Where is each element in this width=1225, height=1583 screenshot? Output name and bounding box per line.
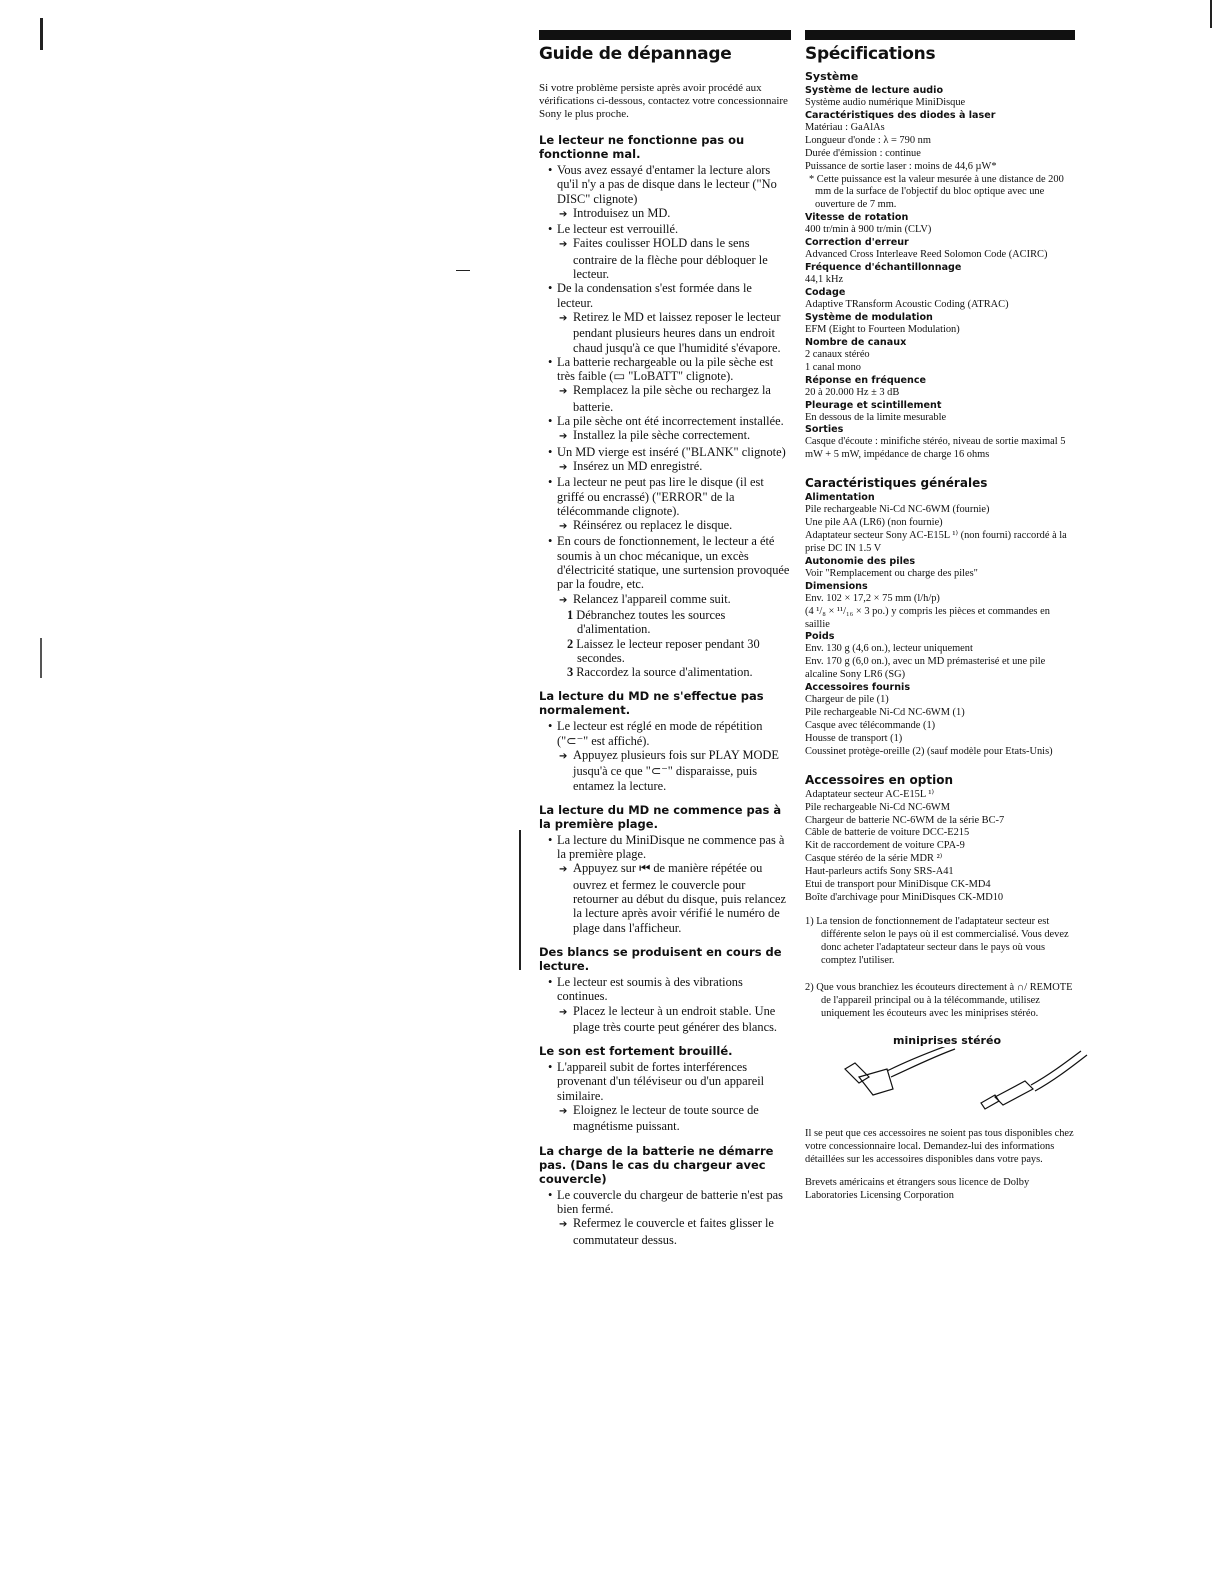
spec-value: Casque avec télécommande (1) xyxy=(805,720,936,731)
problem-remedy xyxy=(539,236,791,281)
availability-note: Il se peut que ces accessoires ne soient pas tous disponibles chez votre concessionnaire local. Demandez-lui des informations détaillées sur les accessoires disponibles dans votre pays. xyxy=(805,1127,1074,1165)
arrow-icon: ➔ xyxy=(559,461,568,473)
spec-label: Alimentation xyxy=(805,492,875,504)
spec-value: Durée d'émission : continue xyxy=(805,147,921,159)
problem-cause: • La lecture du MiniDisque ne commence pas à la première plage. xyxy=(539,833,791,862)
problem-cause: • La lecteur ne peut pas lire le disque (il est griffé ou encrassé) ("ERROR" de la télécommande clignote). xyxy=(539,475,791,518)
problem-remedy xyxy=(539,310,791,355)
scan-mark xyxy=(40,638,42,678)
arrow-icon: ➔ xyxy=(559,521,568,533)
step-number: 3 xyxy=(567,665,577,680)
spec-value: Casque d'écoute : minifiche stéréo, niveau de sortie maximal 5 mW + 5 mW, impédance de charge 16 ohms xyxy=(805,436,1066,461)
systeme-heading: Système xyxy=(805,70,859,83)
problem-heading: La charge de la batterie ne démarre pas. (Dans le cas du chargeur avec couvercle) xyxy=(539,1143,774,1186)
problem-remedy xyxy=(539,1216,791,1247)
general-heading: Caractéristiques générales xyxy=(805,476,988,491)
problem-cause: • De la condensation s'est formée dans le lecteur. xyxy=(539,281,791,310)
problem-remedy xyxy=(539,1103,791,1134)
problem-heading: La lecture du MD ne commence pas à la première plage. xyxy=(539,802,782,831)
spec-label: Codage xyxy=(805,286,846,298)
spec-value: 1 canal mono xyxy=(805,361,861,373)
problem-remedy xyxy=(539,1004,791,1035)
problem-cause: • Le lecteur est réglé en mode de répétition ("⊂⁻" est affiché). xyxy=(539,719,791,748)
option-item: Kit de raccordement de voiture CPA-9 xyxy=(805,840,965,852)
spec-value: Pile rechargeable Ni-Cd NC-6WM (1) xyxy=(805,707,965,719)
specifications-column xyxy=(805,30,1075,1202)
arrow-icon: ➔ xyxy=(559,594,568,606)
scan-mark xyxy=(519,830,521,970)
remedy-text: Réinsérez ou replacez le disque. xyxy=(573,518,733,533)
problem-remedy xyxy=(539,383,791,414)
problem-remedy xyxy=(539,592,791,608)
spec-value: En dessous de la limite mesurable xyxy=(805,411,947,423)
option-item: Câble de batterie de voiture DCC-E215 xyxy=(805,827,970,839)
reset-step xyxy=(539,637,791,666)
step-text: Raccordez la source d'alimentation. xyxy=(576,665,753,680)
scan-mark xyxy=(1210,0,1212,28)
troubleshooting-intro: Si votre problème persiste après avoir procédé aux vérifications ci-dessous, contactez votre concessionnaire Sony le plus proche. xyxy=(539,82,788,120)
step-number: 2 xyxy=(567,636,577,651)
remedy-text: Introduisez un MD. xyxy=(573,205,671,220)
scan-mark xyxy=(40,18,43,50)
spec-label: Pleurage et scintillement xyxy=(805,399,942,411)
problem-cause: • Vous avez essayé d'entamer la lecture alors qu'il n'y a pas de disque dans le lecteur ("No DISC" clignote) xyxy=(539,163,791,206)
general-specs xyxy=(805,492,1075,759)
problem-heading: Le son est fortement brouillé. xyxy=(539,1044,733,1059)
spec-label: Correction d'erreur xyxy=(805,237,909,249)
spec-value: Une pile AA (LR6) (non fournie) xyxy=(805,517,943,529)
scan-mark xyxy=(456,270,470,271)
troubleshooting-sections xyxy=(539,133,791,1247)
arrow-icon: ➔ xyxy=(559,1219,568,1231)
reset-step xyxy=(539,665,791,679)
option-item: Casque stéréo de la série MDR ²⁾ xyxy=(805,853,943,865)
step-text: Débranchez toutes les sources d'alimentation. xyxy=(576,607,726,637)
spec-value: Env. 102 × 17,2 × 75 mm (l/h/p) xyxy=(805,592,940,604)
option-item: Etui de transport pour MiniDisque CK-MD4 xyxy=(805,879,991,891)
problem-remedy xyxy=(539,428,791,444)
spec-label: Fréquence d'échantillonnage xyxy=(805,262,962,274)
remedy-text: Installez la pile sèche correctement. xyxy=(573,428,751,443)
option-item: Chargeur de batterie NC-6WM de la série BC-7 xyxy=(805,814,1005,826)
spec-label: Dimensions xyxy=(805,580,868,592)
spec-value: 400 tr/min à 900 tr/min (CLV) xyxy=(805,224,932,236)
remedy-text: Insérez un MD enregistré. xyxy=(573,458,703,473)
spec-label: Poids xyxy=(805,631,835,643)
troubleshooting-title: Guide de dépannage xyxy=(539,44,732,64)
spec-value: Advanced Cross Interleave Reed Solomon Code (ACIRC) xyxy=(805,249,1048,261)
problem-heading: Des blancs se produisent en cours de lecture. xyxy=(539,944,782,973)
spec-label: Accessoires fournis xyxy=(805,682,911,694)
section-rule xyxy=(805,30,1075,40)
option-item: Pile rechargeable Ni-Cd NC-6WM xyxy=(805,801,950,813)
problem-heading: Le lecteur ne fonctionne pas ou fonctionne mal. xyxy=(539,133,745,161)
arrow-icon: ➔ xyxy=(559,431,568,443)
step-number: 1 xyxy=(567,607,577,622)
patent-note: Brevets américains et étrangers sous licence de Dolby Laboratories Licensing Corporation xyxy=(805,1176,1030,1201)
remedy-text: Appuyez sur ⏮ de manière répétée ou ouvrez et fermez le couvercle pour retourner au début du disque, puis relancez la lecture après avoir vérifié le numéro de plage dans l'afficheur. xyxy=(573,861,786,935)
problem-remedy xyxy=(539,459,791,475)
remedy-text: Appuyez plusieurs fois sur PLAY MODE jusqu'à ce que "⊂⁻" disparaisse, puis entamez la lecture. xyxy=(573,747,779,793)
problem-remedy xyxy=(539,518,791,534)
options-heading: Accessoires en option xyxy=(805,772,954,787)
spec-label: Réponse en fréquence xyxy=(805,374,927,386)
arrow-icon: ➔ xyxy=(559,1106,568,1118)
stereo-plug-illustration xyxy=(835,1047,1095,1117)
problem-heading: La lecture du MD ne s'effectue pas normalement. xyxy=(539,689,764,718)
remedy-text: Remplacez la pile sèche ou rechargez la batterie. xyxy=(573,383,771,414)
spec-value: Système audio numérique MiniDisque xyxy=(805,97,966,108)
problem-remedy xyxy=(539,861,791,934)
option-item: Boîte d'archivage pour MiniDisques CK-MD10 xyxy=(805,891,1004,903)
problem-cause: • L'appareil subit de fortes interférences provenant d'un téléviseur ou d'un appareil similaire. xyxy=(539,1060,791,1103)
arrow-icon: ➔ xyxy=(559,312,568,324)
spec-label: Autonomie des piles xyxy=(805,555,916,567)
remedy-text: Relancez l'appareil comme suit. xyxy=(573,591,731,606)
spec-value: Puissance de sortie laser : moins de 44,6 µW* xyxy=(805,160,997,172)
spec-value: Env. 130 g (4,6 on.), lecteur uniquement xyxy=(805,643,973,655)
spec-value: Voir "Remplacement ou charge des piles" xyxy=(805,567,978,579)
spec-value: Matériau : GaAlAs xyxy=(805,121,885,133)
remedy-text: Faites coulisser HOLD dans le sens contraire de la flèche pour débloquer le lecteur. xyxy=(573,236,768,282)
spec-label: Nombre de canaux xyxy=(805,336,907,348)
systeme-specs xyxy=(805,85,1075,462)
specifications-title: Spécifications xyxy=(805,44,936,64)
spec-value: 2 canaux stéréo xyxy=(805,348,870,360)
arrow-icon: ➔ xyxy=(559,750,568,762)
problem-cause: • Le lecteur est verrouillé. xyxy=(539,222,791,236)
step-text: Laissez le lecteur reposer pendant 30 secondes. xyxy=(576,636,760,665)
problem-cause: • En cours de fonctionnement, le lecteur a été soumis à un choc mécanique, un excès d'électricité statique, une surtension provoquée par la foudre, etc. xyxy=(539,534,791,591)
reset-step xyxy=(539,608,791,637)
spec-value: Longueur d'onde : λ = 790 nm xyxy=(805,134,931,146)
remedy-text: Placez le lecteur à un endroit stable. Une plage très courte peut générer des blancs. xyxy=(573,1003,778,1034)
spec-label: Sorties xyxy=(805,424,844,436)
spec-label: Système de lecture audio xyxy=(805,85,944,96)
spec-label: Système de modulation xyxy=(805,311,933,323)
spec-value: EFM (Eight to Fourteen Modulation) xyxy=(805,323,960,335)
arrow-icon: ➔ xyxy=(559,1006,568,1018)
arrow-icon: ➔ xyxy=(559,208,568,220)
spec-value: (4 ¹/₈ × ¹¹/₁₆ × 3 po.) y compris les pièces et commandes en saillie xyxy=(805,605,1050,630)
remedy-text: Refermez le couvercle et faites glisser le commutateur dessus. xyxy=(573,1216,774,1247)
problem-cause: • La pile sèche ont été incorrectement installée. xyxy=(539,414,791,428)
options-list xyxy=(805,789,1075,905)
spec-value: 44,1 kHz xyxy=(805,274,844,286)
problem-remedy xyxy=(539,748,791,793)
spec-value: Housse de transport (1) xyxy=(805,732,903,744)
spec-value: Chargeur de pile (1) xyxy=(805,694,889,706)
spec-value: Adaptateur secteur Sony AC-E15L ¹⁾ (non fourni) raccordé à la prise DC IN 1.5 V xyxy=(805,530,1067,554)
option-item: Haut-parleurs actifs Sony SRS-A41 xyxy=(805,866,954,878)
stereo-plug-label: miniprises stéréo xyxy=(893,1033,1001,1047)
arrow-icon: ➔ xyxy=(559,239,568,251)
arrow-icon: ➔ xyxy=(559,386,568,398)
footnote-2: 2) Que vous branchiez les écouteurs directement à ∩/ REMOTE de l'appareil principal ou à la télécommande, utilisez uniquement les écouteurs avec les miniprises stéréo. xyxy=(805,981,1073,1019)
footnote-1: 1) La tension de fonctionnement de l'adaptateur secteur est différente selon le pays où il est commercialisé. Vous devez donc acheter l'adaptateur secteur dans le pays où vous comptez l'utiliser. xyxy=(805,915,1069,966)
troubleshooting-column xyxy=(539,30,791,1247)
problem-cause: • Un MD vierge est inséré ("BLANK" clignote) xyxy=(539,445,791,459)
option-item: Adaptateur secteur AC-E15L ¹⁾ xyxy=(805,788,935,800)
problem-cause: • La batterie rechargeable ou la pile sèche est très faible (▭ "LoBATT" clignote). xyxy=(539,355,791,384)
spec-value: Coussinet protège-oreille (2) (sauf modèle pour Etats-Unis) xyxy=(805,745,1053,757)
arrow-icon: ➔ xyxy=(559,864,568,876)
problem-remedy xyxy=(539,206,791,222)
spec-value: Adaptive TRansform Acoustic Coding (ATRAC) xyxy=(805,298,1009,310)
section-rule xyxy=(539,30,791,40)
spec-label: Vitesse de rotation xyxy=(805,212,909,224)
remedy-text: Eloignez le lecteur de toute source de magnétisme puissant. xyxy=(573,1103,759,1134)
problem-cause: • Le couvercle du chargeur de batterie n'est pas bien fermé. xyxy=(539,1188,791,1217)
spec-footnote: * Cette puissance est la valeur mesurée à une distance de 200 mm de la surface de l'objectif du bloc optique avec une ouverture de 7 mm. xyxy=(809,173,1064,211)
problem-cause: • Le lecteur est soumis à des vibrations continues. xyxy=(539,975,791,1004)
spec-value: Env. 170 g (6,0 on.), avec un MD prémasterisé et une pile alcaline Sony LR6 (SG) xyxy=(805,656,1046,681)
remedy-text: Retirez le MD et laissez reposer le lecteur pendant plusieurs heures dans un endroit chaud jusqu'à ce que l'humidité s'évapore. xyxy=(573,309,781,355)
spec-value: 20 à 20.000 Hz ± 3 dB xyxy=(805,386,900,398)
spec-label: Caractéristiques des diodes à laser xyxy=(805,109,996,121)
spec-value: Pile rechargeable Ni-Cd NC-6WM (fournie) xyxy=(805,504,990,516)
